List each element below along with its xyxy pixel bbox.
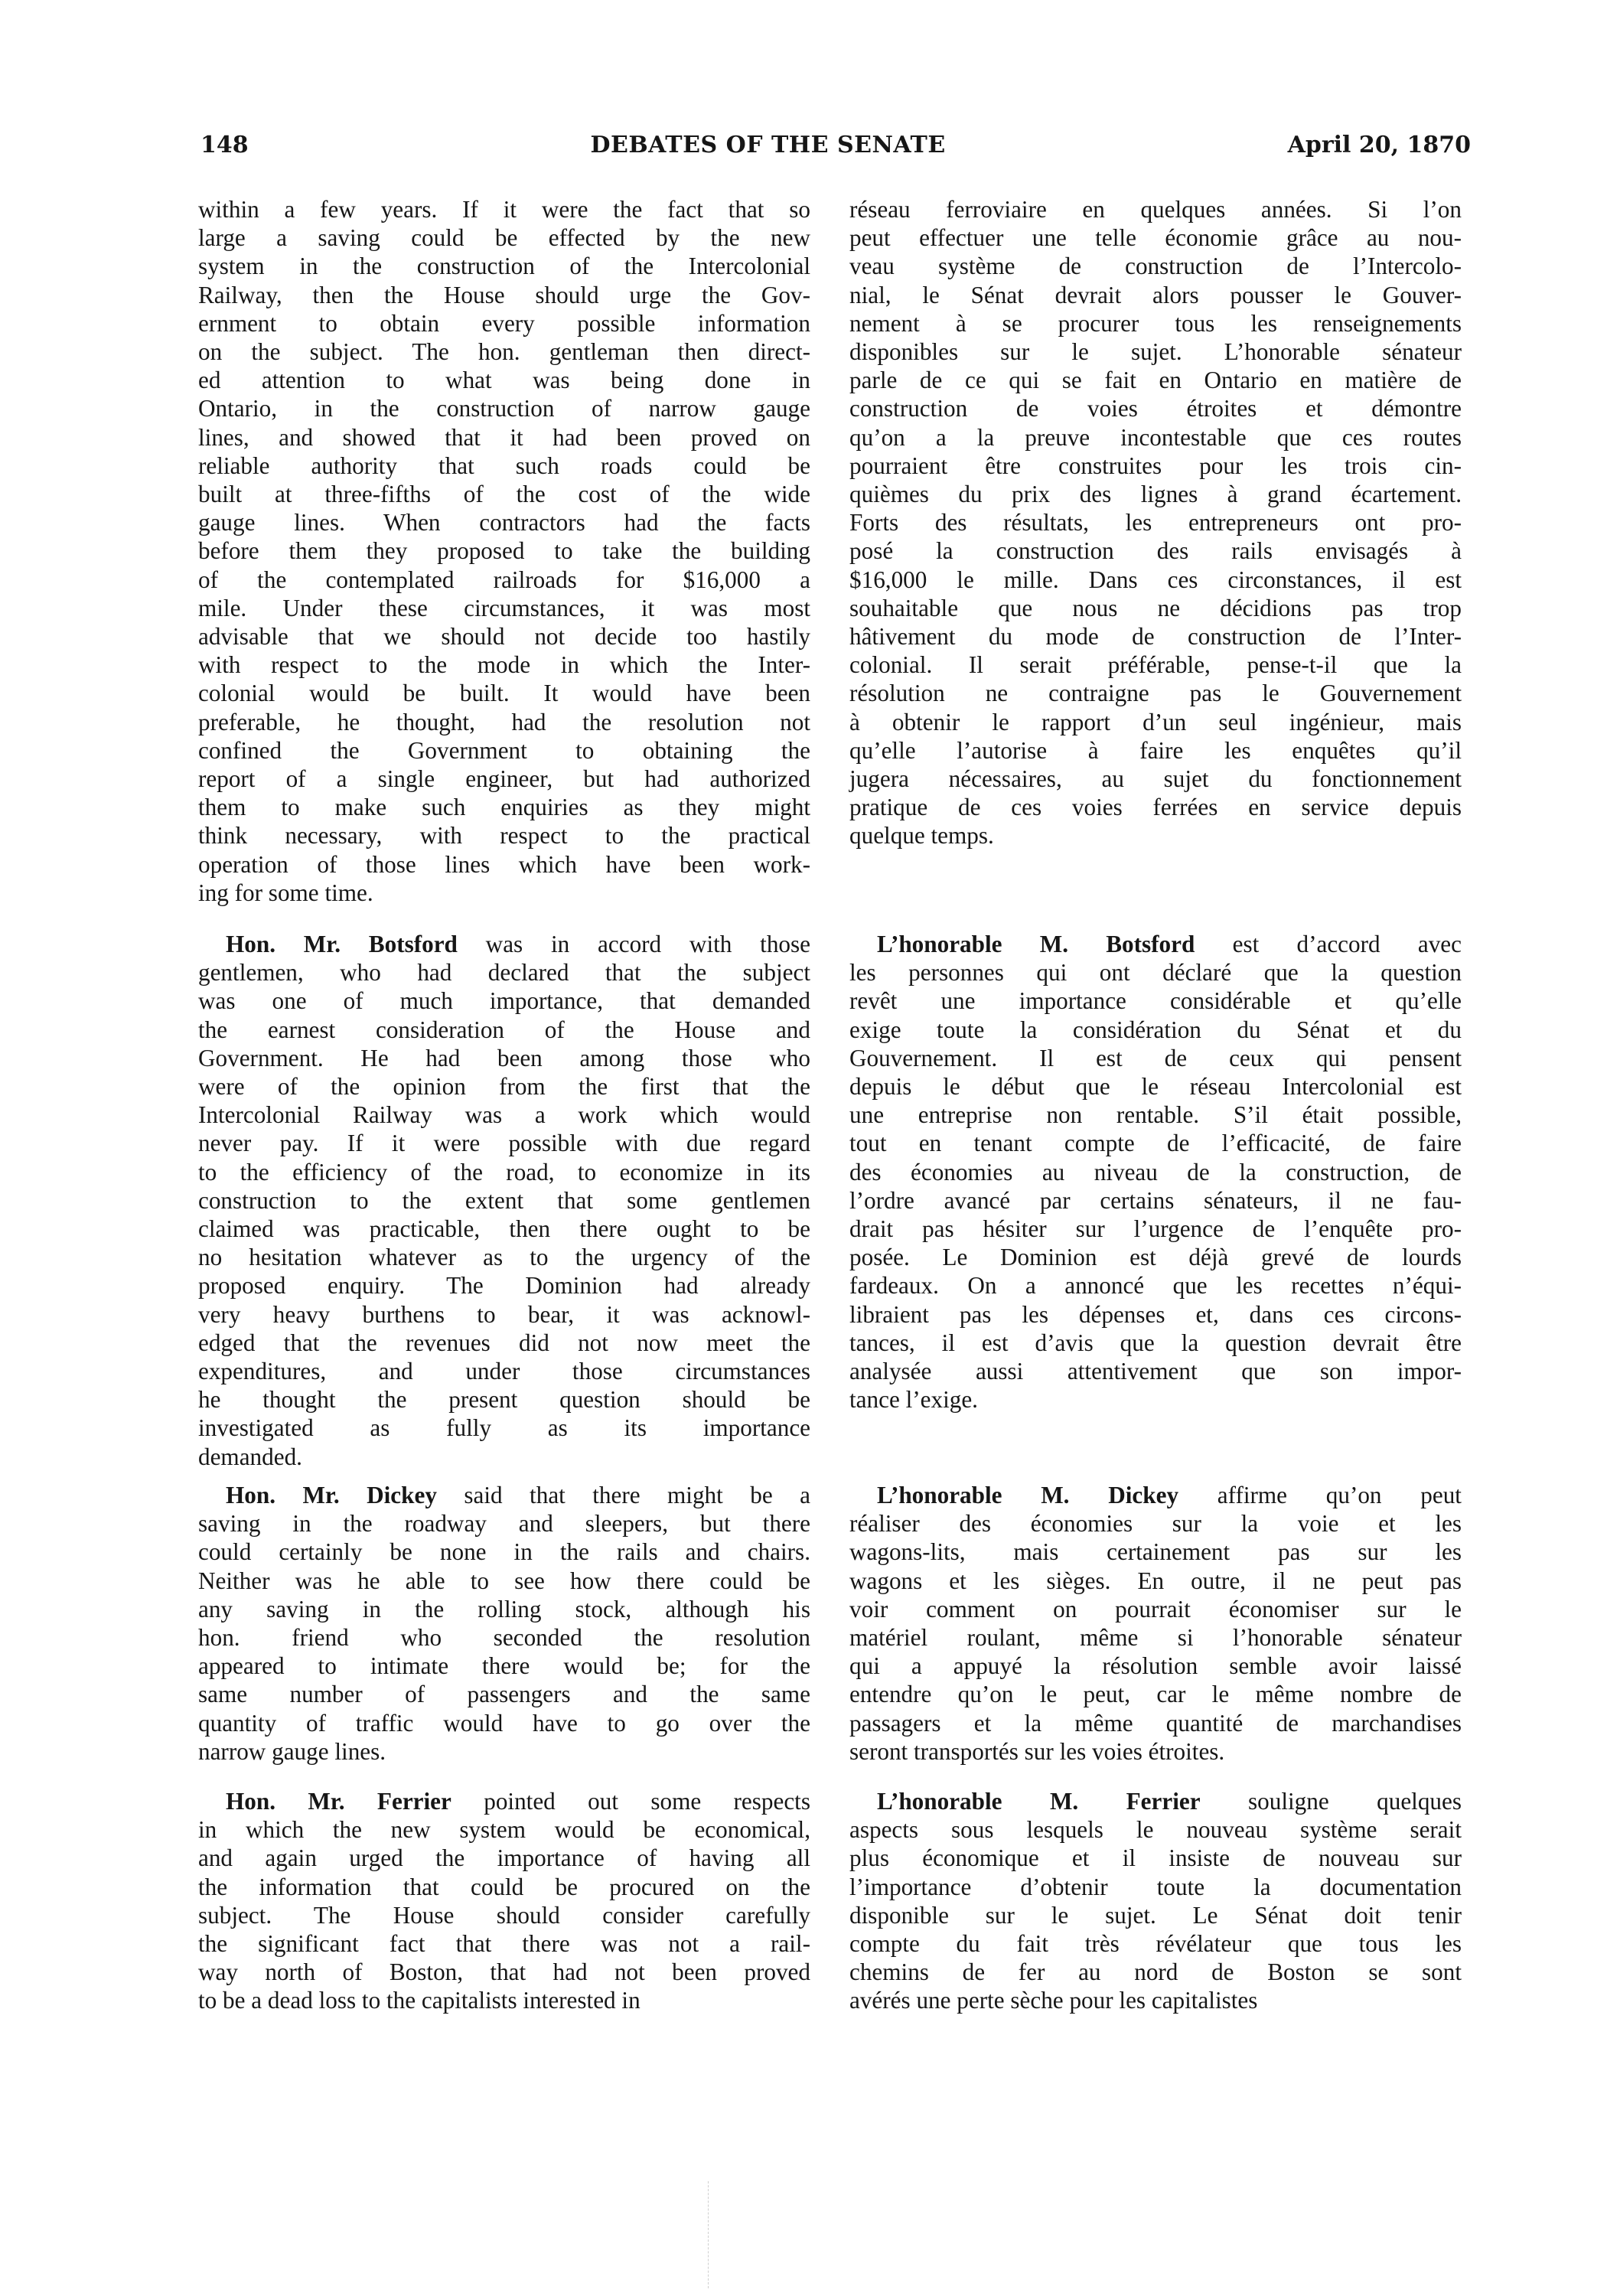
- text-line: nement à se procurer tous les renseignements: [849, 309, 1462, 337]
- text-line: way north of Boston, that had not been proved: [198, 1958, 810, 1986]
- text-line: ernment to obtain every possible information: [198, 309, 810, 337]
- text-line: them to make such enquiries as they might: [198, 794, 810, 821]
- text-line: think necessary, with respect to the practical: [198, 822, 810, 850]
- french-paragraph-ferrier: [849, 1787, 1462, 2015]
- text-line: mile. Under these circumstances, it was most: [198, 594, 810, 621]
- text-line: no hesitation whatever as to the urgency of the: [198, 1244, 810, 1271]
- french-paragraph-botsford: [849, 930, 1462, 1414]
- text-line: qui a appuyé la résolution semble avoir laissé: [849, 1652, 1462, 1680]
- text-line: matériel roulant, même si l’honorable sénateur: [849, 1624, 1462, 1652]
- text-line: analysée aussi attentivement que son impor-: [849, 1358, 1462, 1385]
- english-paragraph-ferrier: [198, 1787, 810, 2015]
- text-line: parle de ce qui se fait en Ontario en matière de: [849, 367, 1462, 394]
- text-line: une entreprise non rentable. S’il était possible,: [849, 1101, 1462, 1129]
- text-line: Forts des résultats, les entrepreneurs ont pro-: [849, 509, 1462, 536]
- text-line: colonial would be built. It would have been: [198, 680, 810, 707]
- text-line: voir comment on pourrait économiser sur le: [849, 1595, 1462, 1623]
- text-line: of the contemplated railroads for $16,000 a: [198, 566, 810, 593]
- text-line: qu’elle l’autorise à faire les enquêtes qu’il: [849, 736, 1462, 764]
- text-line: tout en tenant compte de l’efficacité, de faire: [849, 1130, 1462, 1157]
- speaker-name: L’honorable M. Dickey: [877, 1482, 1179, 1508]
- text-line: plus économique et il insiste de nouveau sur: [849, 1844, 1462, 1872]
- text-line: operation of those lines which have been work-: [198, 850, 810, 878]
- text-line: [849, 930, 1462, 958]
- text-line: veau système de construction de l’Intercolo-: [849, 253, 1462, 280]
- text-line: qu’on a la preuve incontestable que ces routes: [849, 423, 1462, 451]
- text-line: Government. He had been among those who: [198, 1044, 810, 1071]
- text-line: report of a single engineer, but had authorized: [198, 765, 810, 793]
- text-line: Railway, then the House should urge the Gov-: [198, 281, 810, 308]
- text-line: investigated as fully as its importance: [198, 1414, 810, 1442]
- text-line: réaliser des économies sur la voie et les: [849, 1510, 1462, 1538]
- text-line: proposed enquiry. The Dominion had already: [198, 1272, 810, 1300]
- text-line: Neither was he able to see how there could be: [198, 1567, 810, 1594]
- text-line: expenditures, and under those circumstances: [198, 1358, 810, 1385]
- text-line: lines, and showed that it had been proved on: [198, 423, 810, 451]
- text-line: Gouvernement. Il est de ceux qui pensent: [849, 1044, 1462, 1071]
- line-text: est d’accord avec: [1195, 931, 1462, 957]
- text-line: saving in the roadway and sleepers, but there: [198, 1510, 810, 1538]
- text-line: compte du fait très révélateur que tous les: [849, 1930, 1462, 1958]
- text-line: the earnest consideration of the House and: [198, 1016, 810, 1043]
- text-line: ing for some time.: [198, 879, 373, 906]
- text-line: the information that could be procured on the: [198, 1873, 810, 1900]
- text-line: quantity of traffic would have to go over the: [198, 1709, 810, 1737]
- line-text: said that there might be a: [436, 1482, 810, 1508]
- gutter-dashes: [708, 2181, 709, 2288]
- text-line: drait pas hésiter sur l’urgence de l’enquête pro-: [849, 1215, 1462, 1243]
- text-line: avérés une perte sèche pour les capitalistes: [849, 1987, 1258, 2014]
- text-line: were of the opinion from the first that the: [198, 1073, 810, 1101]
- text-line: jugera nécessaires, au sujet du fonctionnement: [849, 765, 1462, 793]
- text-line: disponibles sur le sujet. L’honorable sénateur: [849, 338, 1462, 366]
- text-line: on the subject. The hon. gentleman then direct-: [198, 338, 810, 366]
- text-line: narrow gauge lines.: [198, 1737, 386, 1765]
- english-paragraph-dickey: [198, 1481, 810, 1766]
- text-line: nial, le Sénat devrait alors pousser le Gouver-: [849, 281, 1462, 308]
- speaker-name: L’honorable M. Botsford: [877, 931, 1195, 957]
- text-line: à obtenir le rapport d’un seul ingénieur, mais: [849, 708, 1462, 735]
- text-line: aspects sous lesquels le nouveau système serait: [849, 1816, 1462, 1844]
- line-text: affirme qu’on peut: [1178, 1482, 1462, 1508]
- text-line: [849, 1481, 1462, 1509]
- text-line: l’importance d’obtenir toute la documentation: [849, 1873, 1462, 1900]
- english-paragraph-botsford: [198, 930, 810, 1471]
- text-line: peut effectuer une telle économie grâce au nou-: [849, 224, 1462, 252]
- text-line: les personnes qui ont déclaré que la question: [849, 959, 1462, 987]
- text-line: hon. friend who seconded the resolution: [198, 1624, 810, 1652]
- text-line: fardeaux. On a annoncé que les recettes n’équi-: [849, 1272, 1462, 1300]
- text-line: any saving in the rolling stock, although his: [198, 1595, 810, 1623]
- text-line: quièmes du prix des lignes à grand écartement.: [849, 481, 1462, 508]
- speaker-name: Hon. Mr. Dickey: [226, 1482, 437, 1508]
- text-line: gauge lines. When contractors had the facts: [198, 509, 810, 536]
- french-paragraph-dickey: [849, 1481, 1462, 1766]
- text-line: pratique de ces voies ferrées en service depuis: [849, 794, 1462, 821]
- text-line: preferable, he thought, had the resolution not: [198, 708, 810, 735]
- line-text: pointed out some respects: [451, 1788, 810, 1815]
- text-line: l’ordre avancé par certains sénateurs, il ne fau-: [849, 1186, 1462, 1214]
- speaker-name: L’honorable M. Ferrier: [877, 1788, 1201, 1815]
- text-line: [198, 1481, 810, 1509]
- text-line: des économies au niveau de la construction, de: [849, 1158, 1462, 1186]
- text-line: [198, 1787, 810, 1815]
- text-line: demanded.: [198, 1443, 302, 1470]
- text-line: appeared to intimate there would be; for the: [198, 1652, 810, 1680]
- line-text: souligne quelques: [1200, 1788, 1462, 1815]
- text-line: before them they proposed to take the building: [198, 537, 810, 565]
- text-line: ed attention to what was being done in: [198, 367, 810, 394]
- text-line: $16,000 le mille. Dans ces circonstances, il est: [849, 566, 1462, 593]
- text-line: very heavy burthens to bear, it was acknowl-: [198, 1300, 810, 1328]
- text-line: hâtivement du mode de construction de l’Inter-: [849, 623, 1462, 651]
- text-line: seront transportés sur les voies étroites.: [849, 1737, 1225, 1765]
- text-line: edged that the revenues did not now meet the: [198, 1329, 810, 1356]
- text-line: colonial. Il serait préférable, pense-t-il que la: [849, 651, 1462, 679]
- text-line: libraient pas les dépenses et, dans ces circons-: [849, 1300, 1462, 1328]
- text-line: souhaitable que nous ne décidions pas trop: [849, 594, 1462, 621]
- text-line: passagers et la même quantité de marchandises: [849, 1709, 1462, 1737]
- text-line: posée. Le Dominion est déjà grevé de lourds: [849, 1244, 1462, 1271]
- page-date: April 20, 1870: [1287, 132, 1471, 158]
- text-line: to the efficiency of the road, to economize in its: [198, 1158, 810, 1186]
- text-line: revêt une importance considérable et qu’elle: [849, 987, 1462, 1015]
- text-line: gentlemen, who had declared that the subject: [198, 959, 810, 987]
- line-text: was in accord with those: [457, 931, 811, 957]
- text-line: subject. The House should consider carefully: [198, 1901, 810, 1929]
- english-paragraph-1: [198, 195, 810, 907]
- running-title: DEBATES OF THE SENATE: [590, 132, 946, 158]
- text-line: built at three-fifths of the cost of the wide: [198, 481, 810, 508]
- text-line: confined the Government to obtaining the: [198, 736, 810, 764]
- text-line: tances, il est d’avis que la question devrait être: [849, 1329, 1462, 1356]
- text-line: construction to the extent that some gentlemen: [198, 1186, 810, 1214]
- text-line: entendre qu’on le peut, car le même nombre de: [849, 1681, 1462, 1708]
- text-line: system in the construction of the Intercolonial: [198, 253, 810, 280]
- text-line: claimed was practicable, then there ought to be: [198, 1215, 810, 1243]
- text-line: tance l’exige.: [849, 1386, 978, 1414]
- text-line: with respect to the mode in which the Inter-: [198, 651, 810, 679]
- text-line: to be a dead loss to the capitalists interested in: [198, 1987, 641, 2014]
- french-paragraph-1: [849, 195, 1462, 850]
- text-line: reliable authority that such roads could be: [198, 452, 810, 479]
- speaker-name: Hon. Mr. Ferrier: [226, 1788, 451, 1815]
- text-line: [849, 1787, 1462, 1815]
- text-line: he thought the present question should be: [198, 1386, 810, 1414]
- text-line: large a saving could be effected by the new: [198, 224, 810, 252]
- text-line: réseau ferroviaire en quelques années. Si l’on: [849, 196, 1462, 223]
- page-header: [200, 132, 1471, 165]
- text-line: same number of passengers and the same: [198, 1681, 810, 1708]
- text-line: could certainly be none in the rails and chairs.: [198, 1538, 810, 1566]
- text-line: within a few years. If it were the fact that so: [198, 196, 810, 223]
- text-line: wagons et les sièges. En outre, il ne peut pas: [849, 1567, 1462, 1594]
- text-line: Ontario, in the construction of narrow gauge: [198, 395, 810, 422]
- page-number: 148: [200, 132, 249, 158]
- text-line: and again urged the importance of having all: [198, 1844, 810, 1872]
- text-line: résolution ne contraigne pas le Gouvernement: [849, 680, 1462, 707]
- text-line: depuis le début que le réseau Intercolonial est: [849, 1073, 1462, 1101]
- text-line: wagons-lits, mais certainement pas sur les: [849, 1538, 1462, 1566]
- text-line: disponible sur le sujet. Le Sénat doit tenir: [849, 1901, 1462, 1929]
- speaker-name: Hon. Mr. Botsford: [226, 931, 458, 957]
- text-line: pourraient être construites pour les trois cin-: [849, 452, 1462, 479]
- text-line: exige toute la considération du Sénat et du: [849, 1016, 1462, 1043]
- text-line: chemins de fer au nord de Boston se sont: [849, 1958, 1462, 1986]
- text-line: in which the new system would be economical,: [198, 1816, 810, 1844]
- text-line: [198, 930, 810, 958]
- text-line: never pay. If it were possible with due regard: [198, 1130, 810, 1157]
- text-line: posé la construction des rails envisagés à: [849, 537, 1462, 565]
- text-line: Intercolonial Railway was a work which would: [198, 1101, 810, 1129]
- text-line: construction de voies étroites et démontre: [849, 395, 1462, 422]
- text-line: quelque temps.: [849, 822, 994, 850]
- text-line: was one of much importance, that demanded: [198, 987, 810, 1015]
- text-line: the significant fact that there was not a rail-: [198, 1930, 810, 1958]
- text-line: advisable that we should not decide too hastily: [198, 623, 810, 651]
